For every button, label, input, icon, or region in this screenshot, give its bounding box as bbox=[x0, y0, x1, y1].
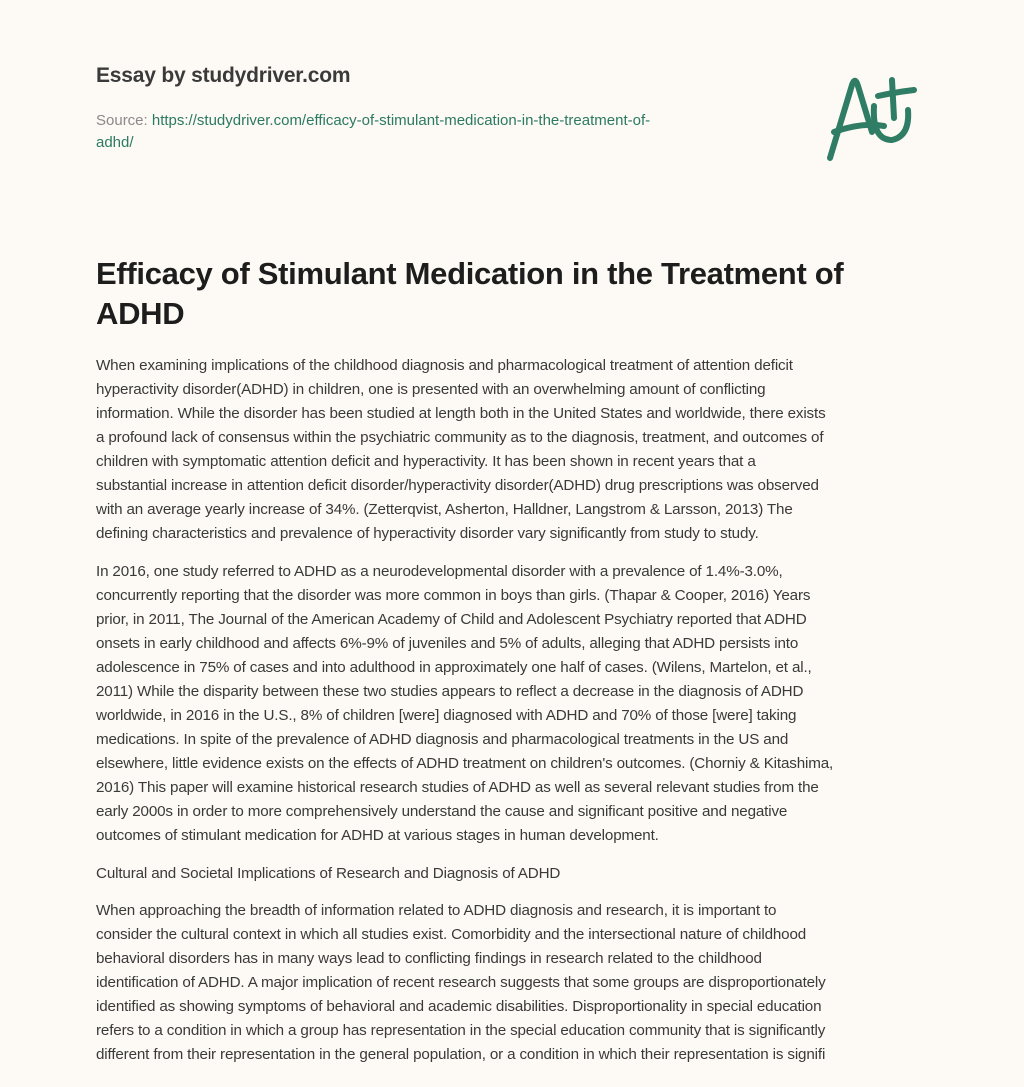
a-plus-icon bbox=[822, 40, 932, 165]
paragraph: When approaching the breadth of information related to ADHD diagnosis and research, it is important to consider the cultural context in which all studies exist. Comorbidity and the intersectional nature of childhood behavioral disorders has in many ways lead to conflicting findings in research related to the childhood identification of ADHD. A major implication of recent research suggests that some groups are disproportionately identified as showing symptoms of behavioral and academic disabilities. Disproportionality in special education refers to a condition in which a group has representation in the special education community that is significantly different from their representation in the general population, or a condition in which their representation is signifi bbox=[96, 902, 826, 1063]
site-header bbox=[96, 64, 776, 154]
brand-title: Essay by studydriver.com bbox=[96, 64, 351, 87]
article-title: Efficacy of Stimulant Medication in the Treatment of ADHD bbox=[96, 256, 844, 331]
paragraph: When examining implications of the childhood diagnosis and pharmacological treatment of attention deficit hyperactivity disorder(ADHD) in children, one is presented with an overwhelming amount of conflicting information. While the disorder has been studied at length both in the United States and worldwide, there exists a profound lack of consensus within the psychiatric community as to the diagnosis, treatment, and outcomes of children with symptomatic attention deficit and hyperactivity. It has been shown in recent years that a substantial increase in attention deficit disorder/hyperactivity disorder(ADHD) drug prescriptions was observed with an average yearly increase of 34%. (Zetterqvist, Asherton, Halldner, Langstrom & Larsson, 2013) The defining characteristics and prevalence of hyperactivity disorder vary significantly from study to study. bbox=[96, 357, 826, 542]
source-line bbox=[96, 110, 776, 154]
source-link[interactable]: https://studydriver.com/efficacy-of-stimulant-medication-in-the-treatment-of- adhd/ bbox=[96, 112, 651, 151]
article-body bbox=[96, 354, 936, 1081]
paragraph: In 2016, one study referred to ADHD as a neurodevelopmental disorder with a prevalence of 1.4%-3.0%, concurrently reporting that the disorder was more common in boys than girls. (Thapar & Cooper, 2016) Years prior, in 2011, The Journal of the American Academy of Child and Adolescent Psychiatry reported that ADHD onsets in early childhood and affects 6%-9% of juveniles and 5% of adults, alleging that ADHD persists into adolescence in 75% of cases and into adulthood in approximately one half of cases. (Wilens, Martelon, et al., 2011) While the disparity between these two studies appears to reflect a decrease in the diagnosis of ADHD worldwide, in 2016 in the U.S., 8% of children [were] diagnosed with ADHD and 70% of those [were] taking medications. In spite of the prevalence of ADHD diagnosis and pharmacological treatments in the US and elsewhere, little evidence exists on the effects of ADHD treatment on children's outcomes. (Chorniy & Kitashima, 2016) This paper will examine historical research studies of ADHD as well as several relevant studies from the early 2000s in order to more comprehensively understand the cause and significant positive and negative outcomes of stimulant medication for ADHD at various stages in human development. bbox=[96, 563, 834, 844]
section-heading: Cultural and Societal Implications of Research and Diagnosis of ADHD bbox=[96, 865, 561, 882]
source-label: Source: bbox=[96, 112, 152, 129]
